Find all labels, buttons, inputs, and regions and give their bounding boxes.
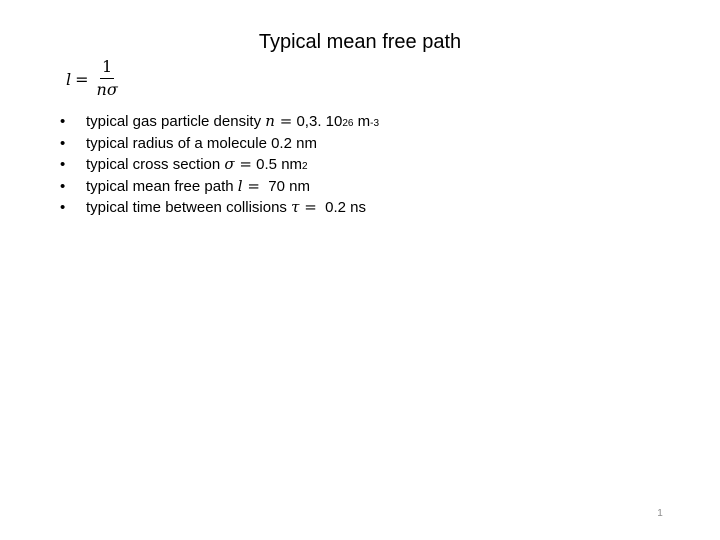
density-equals: = [279, 112, 293, 130]
list-item-density: • typical gas particle density n = 0,3. 10 26 m -3 [60, 111, 379, 133]
bullet-text: typical cross section [86, 156, 221, 174]
mean-free-path-formula [66, 58, 120, 100]
bullet-icon: • [60, 113, 66, 130]
cross-section-symbol: σ [224, 155, 235, 174]
density-unit: m [357, 113, 371, 130]
collision-time-symbol: τ [291, 198, 300, 217]
mean-free-path-unit: nm [289, 177, 310, 195]
list-item-collision-time [60, 197, 379, 219]
bullet-icon: • [60, 177, 66, 195]
bullet-icon: • [60, 156, 66, 174]
formula-numerator: 1 [100, 58, 114, 79]
bullet-list [60, 111, 379, 219]
collision-time-unit: ns [350, 199, 366, 217]
list-item-mean-free-path [60, 176, 379, 198]
bullet-text: typical mean free path [86, 177, 234, 195]
cross-section-value: 0.5 [256, 156, 278, 174]
collision-time-value: 0.2 [325, 199, 346, 217]
list-item-radius [60, 133, 379, 155]
list-item-cross-section: • typical cross section σ = 0.5 nm 2 [60, 154, 379, 176]
bullet-text: typical gas particle density [86, 113, 262, 130]
bullet-icon: • [60, 199, 66, 217]
bullet-icon: • [60, 134, 66, 152]
collision-time-equals: = [304, 198, 317, 217]
cross-section-unit: nm [281, 156, 303, 174]
formula-equals: = [75, 69, 89, 89]
mean-free-path-symbol: l [237, 176, 243, 195]
mean-free-path-equals: = [247, 176, 260, 195]
formula-lhs: l [66, 69, 72, 89]
density-value: 0,3. 10 [296, 113, 343, 130]
formula-denominator: nσ [96, 80, 118, 99]
mean-free-path-value: 70 [268, 177, 285, 195]
slide-title: Typical mean free path [258, 31, 462, 53]
formula-fraction [95, 58, 120, 100]
density-symbol: n [265, 112, 275, 130]
bullet-text: typical time between collisions [86, 199, 287, 217]
page-number: 1 [657, 508, 663, 519]
bullet-text: typical radius of a molecule 0.2 nm [86, 134, 317, 152]
cross-section-equals: = [239, 155, 252, 174]
